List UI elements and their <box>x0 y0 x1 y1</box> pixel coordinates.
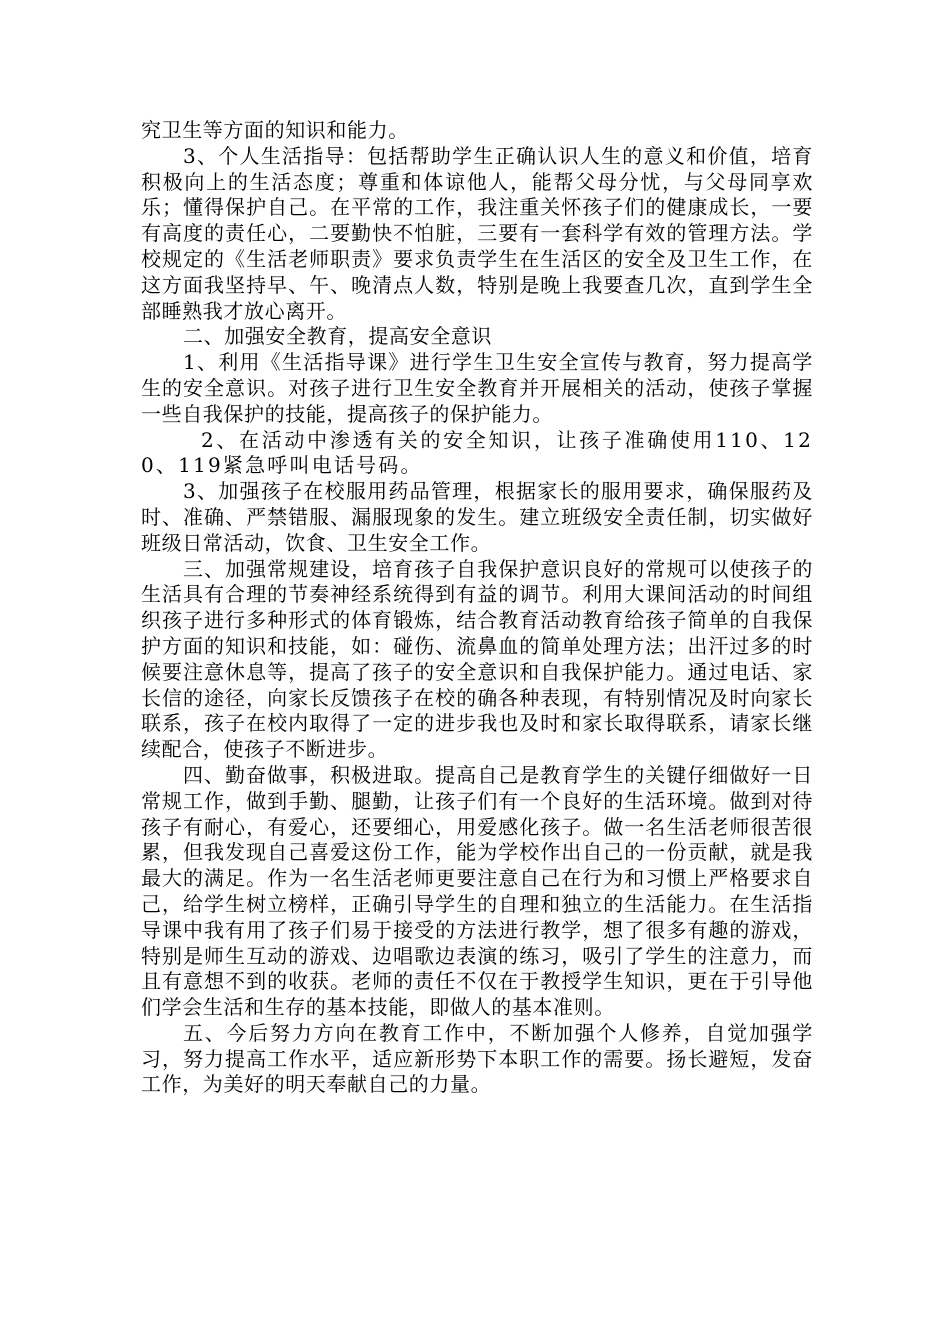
paragraph-safety-item-1: 1、利用《生活指导课》进行学生卫生安全宣传与教育，努力提高学生的安全意识。对孩子进行卫生安全教育并开展相关的活动，使孩子掌握一些自我保护的技能，提高孩子的保护能力。 <box>141 350 813 426</box>
paragraph-safety-item-2: 2、在活动中渗透有关的安全知识，让孩子准确使用110、120、119紧急呼叫电话号码。 <box>141 427 813 478</box>
paragraph-safety-item-3: 3、加强孩子在校服用药品管理，根据家长的服用要求，确保服药及时、准确、严禁错服、漏服现象的发生。建立班级安全责任制，切实做好班级日常活动，饮食、卫生安全工作。 <box>141 479 813 555</box>
paragraph-future-direction: 五、今后努力方向在教育工作中，不断加强个人修养，自觉加强学习，努力提高工作水平，适应新形势下本职工作的需要。扬长避短，发奋工作，为美好的明天奉献自己的力量。 <box>141 1020 813 1097</box>
document-page <box>141 118 813 1098</box>
section-heading-safety-education: 二、加强安全教育，提高安全意识 <box>183 324 492 349</box>
paragraph-personal-life-guidance: 3、个人生活指导：包括帮助学生正确认识人生的意义和价值，培育积极向上的生活态度；尊重和体谅他人，能帮父母分忧，与父母同享欢乐；懂得保护自己。在平常的工作，我注重关怀孩子们的健康成长，一要有高度的责任心，二要勤快不怕脏，三要有一套科学有效的管理方法。学校规定的《生活老师职责》要求负责学生在生活区的安全及卫生工作，在这方面我坚持早、午、晚清点人数，特别是晚上我要查几次，直到学生全部睡熟我才放心离开。 <box>141 143 813 323</box>
paragraph-continuation: 究卫生等方面的知识和能力。 <box>141 118 409 142</box>
paragraph-routine-building: 三、加强常规建设，培育孩子自我保护意识良好的常规可以使孩子的生活具有合理的节奏神经系统得到有益的调节。利用大课间活动的时间组织孩子进行多种形式的体育锻炼，结合教育活动教育给孩子简单的自我保护方面的知识和技能，如：碰伤、流鼻血的简单处理方法；出汗过多的时候要注意休息等，提高了孩子的安全意识和自我保护能力。通过电话、家长信的途径，向家长反馈孩子在校的确各种表现，有特别情况及时向家长联系，孩子在校内取得了一定的进步我也及时和家长取得联系，请家长继续配合，使孩子不断进步。 <box>141 556 813 762</box>
paragraph-diligent-work: 四、勤奋做事，积极进取。提高自己是教育学生的关键仔细做好一日常规工作，做到手勤、腿勤，让孩子们有一个良好的生活环境。做到对待孩子有耐心，有爱心，还要细心，用爱感化孩子。做一名生活老师很苦很累，但我发现自己喜爱这份工作，能为学校作出自己的一份贡献，就是我最大的满足。作为一名生活老师更要注意自己在行为和习惯上严格要求自己，给学生树立榜样，正确引导学生的自理和独立的生活能力。在生活指导课中我有用了孩子们易于接受的方法进行教学，想了很多有趣的游戏，特别是师生互动的游戏、边唱歌边表演的练习，吸引了学生的注意力，而且有意想不到的收获。老师的责任不仅在于教授学生知识，更在于引导他们学会生活和生存的基本技能，即做人的基本准则。 <box>141 762 813 1020</box>
